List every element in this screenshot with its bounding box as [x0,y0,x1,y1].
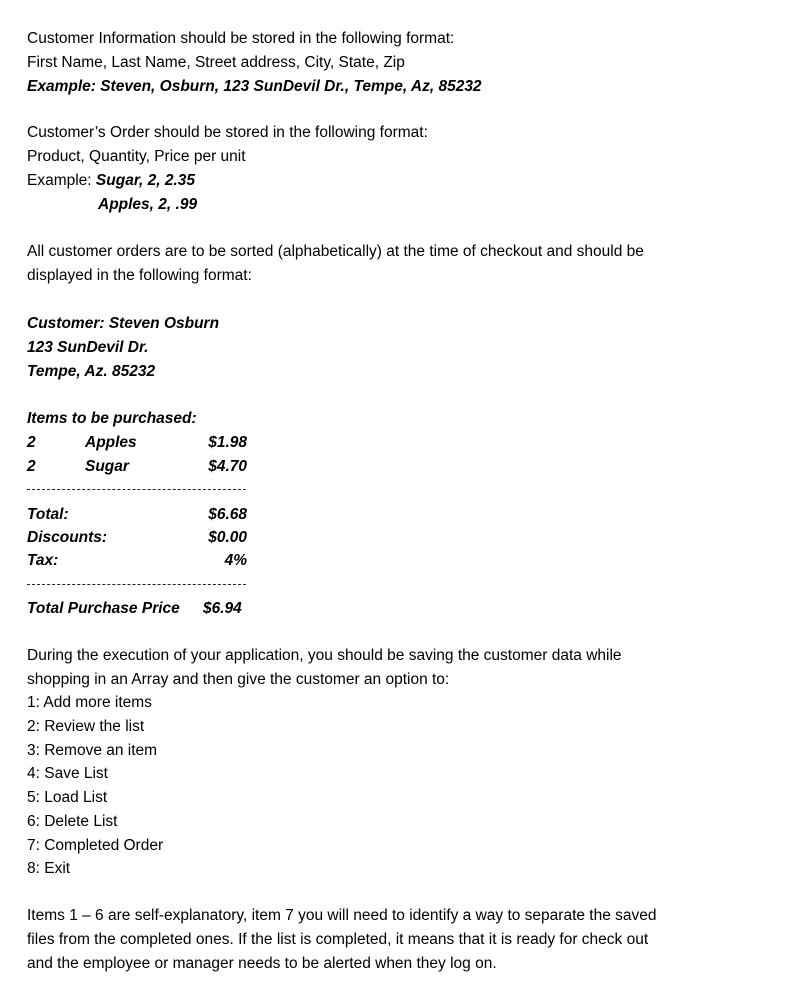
order-example-sugar: Sugar, 2, 2.35 [95,172,196,189]
receipt-items-heading: Items to be purchased: [27,410,197,427]
order-example-apples: Apples, 2, .99 [98,196,198,213]
closing-line-2: files from the completed ones. If the list is completed, it means that it is ready for check out [27,931,649,948]
option-item: 1: Add more items [27,694,152,711]
option-item: 4: Save List [27,765,108,782]
item-name: Sugar [85,458,129,475]
execution-line-1: During the execution of your application, you should be saving the customer data while [27,647,622,664]
option-item: 6: Delete List [27,813,118,830]
customer-info-format: First Name, Last Name, Street address, City, State, Zip [27,54,405,71]
customer-info-example: Example: Steven, Osburn, 123 SunDevil Dr., Tempe, Az, 85232 [27,78,482,95]
order-example-1 [27,170,195,192]
discounts-value: $0.00 [208,529,247,546]
sort-paragraph-line-2: displayed in the following format: [27,267,252,284]
option-item: 3: Remove an item [27,742,158,759]
item-qty: 2 [27,434,36,451]
discounts-label: Discounts: [27,529,108,546]
closing-line-1: Items 1 – 6 are self-explanatory, item 7 you will need to identify a way to separate the saved [27,907,657,924]
item-price: $1.98 [208,434,247,451]
total-value: $6.68 [208,506,247,523]
customer-info-heading: Customer Information should be stored in the following format: [27,30,455,47]
option-item: 7: Completed Order [27,837,164,854]
item-price: $4.70 [208,458,247,475]
tax-value: 4% [224,552,247,569]
closing-line-3: and the employee or manager needs to be alerted when they log on. [27,955,497,972]
separator-line [27,584,246,585]
order-heading: Customer’s Order should be stored in the following format: [27,124,428,141]
item-name: Apples [85,434,137,451]
separator-line [27,489,246,490]
total-label: Total: [27,506,69,523]
total-purchase-label: Total Purchase Price [27,600,180,617]
receipt-customer: Customer: Steven Osburn [27,315,220,332]
receipt-city: Tempe, Az. 85232 [27,363,156,380]
sort-paragraph-line-1: All customer orders are to be sorted (alphabetically) at the time of checkout and should be [27,243,644,260]
item-qty: 2 [27,458,36,475]
total-purchase-value: $6.94 [203,600,242,617]
option-item: 5: Load List [27,789,108,806]
execution-line-2: shopping in an Array and then give the customer an option to: [27,671,450,688]
order-format: Product, Quantity, Price per unit [27,148,246,165]
order-example-label: Example: [27,172,96,189]
receipt-address: 123 SunDevil Dr. [27,339,149,356]
option-item: 2: Review the list [27,718,145,735]
tax-label: Tax: [27,552,59,569]
option-item: 8: Exit [27,860,71,877]
